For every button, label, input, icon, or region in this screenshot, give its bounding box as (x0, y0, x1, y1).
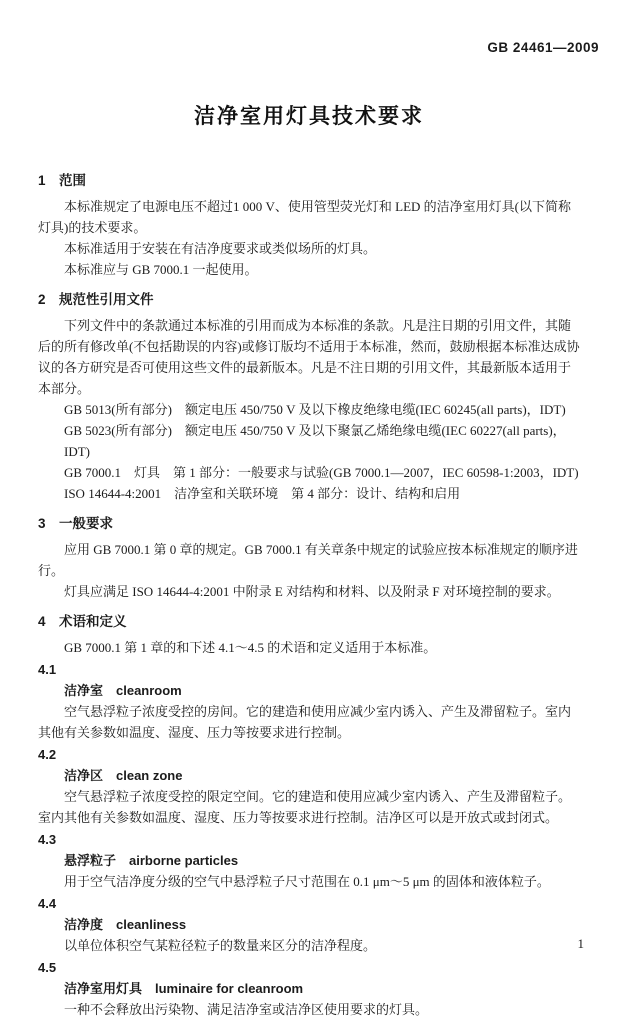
paragraph: 空气悬浮粒子浓度受控的房间。它的建造和使用应减少室内诱入、产生及滞留粒子。室内其他有关参数如温度、湿度、压力等按要求进行控制。 (38, 704, 572, 740)
section-4-heading: 4 术语和定义 (38, 614, 127, 629)
paragraph: 本标准适用于安装在有洁净度要求或类似场所的灯具。 (64, 241, 377, 256)
page-number: 1 (577, 936, 584, 951)
paragraph: 一种不会释放出污染物、满足洁净室或洁净区使用要求的灯具。 (64, 1002, 429, 1017)
term-airborne-particles: 悬浮粒子 airborne particles (64, 853, 239, 868)
page-footer (578, 936, 585, 952)
term-luminaire-for-cleanroom: 洁净室用灯具 luminaire for cleanroom (64, 981, 304, 996)
paragraph: 下列文件中的条款通过本标准的引用而成为本标准的条款。凡是注日期的引用文件，其随后的所有修改单(不包括勘误的内容)或修订版均不适用于本标准，然而，鼓励根据本标准达成协议的各方研究是否可使用这些文件的最新版本。凡是不注日期的引用文件，其最新版本适用于本部分。 (38, 318, 580, 396)
clause-4-1: 4.1 (38, 662, 57, 677)
paragraph: 本标准应与 GB 7000.1 一起使用。 (64, 262, 258, 277)
term-clean-zone: 洁净区 clean zone (64, 768, 183, 783)
document-body (38, 170, 580, 1020)
reference-item: GB 5023(所有部分) 额定电压 450/750 V 及以下聚氯乙烯绝缘电缆(IEC 60227(all parts)，IDT) (64, 423, 566, 459)
reference-item: GB 7000.1 灯具 第 1 部分：一般要求与试验(GB 7000.1—2007，IEC 60598-1:2003，IDT) (64, 465, 579, 480)
page-header (38, 0, 599, 56)
paragraph: 灯具应满足 ISO 14644-4:2001 中附录 E 对结构和材料、以及附录 F 对环境控制的要求。 (64, 584, 560, 599)
paragraph: 应用 GB 7000.1 第 0 章的规定。GB 7000.1 有关章条中规定的试验应按本标准规定的顺序进行。 (38, 542, 578, 578)
paragraph: GB 7000.1 第 1 章的和下述 4.1～4.5 的术语和定义适用于本标准。 (64, 640, 437, 655)
reference-item: ISO 14644-4:2001 洁净室和关联环境 第 4 部分：设计、结构和启用 (64, 486, 461, 501)
paragraph: 用于空气洁净度分级的空气中悬浮粒子尺寸范围在 0.1 μm～5 μm 的固体和液体粒子。 (64, 874, 550, 889)
document-title: 洁净室用灯具技术要求 (194, 105, 424, 128)
clause-4-4: 4.4 (38, 896, 57, 911)
section-2-heading: 2 规范性引用文件 (38, 292, 154, 307)
clause-4-3: 4.3 (38, 832, 57, 847)
term-cleanliness: 洁净度 cleanliness (64, 917, 187, 932)
term-cleanroom: 洁净室 cleanroom (64, 683, 182, 698)
paragraph: 空气悬浮粒子浓度受控的限定空间。它的建造和使用应减少室内诱入、产生及滞留粒子。室内其他有关参数如温度、湿度、压力等按要求进行控制。洁净区可以是开放式或封闭式。 (38, 789, 572, 825)
paragraph: 以单位体积空气某粒径粒子的数量来区分的洁净程度。 (64, 938, 377, 953)
paragraph: 本标准规定了电源电压不超过1 000 V、使用管型荧光灯和 LED 的洁净室用灯具(以下简称灯具)的技术要求。 (38, 199, 571, 235)
clause-4-2: 4.2 (38, 747, 57, 762)
section-1-heading: 1 范围 (38, 173, 87, 188)
section-3-heading: 3 一般要求 (38, 516, 114, 531)
reference-item: GB 5013(所有部分) 额定电压 450/750 V 及以下橡皮绝缘电缆(IEC 60245(all parts)，IDT) (64, 402, 566, 417)
clause-4-5: 4.5 (38, 960, 57, 975)
standard-number: GB 24461—2009 (487, 40, 599, 55)
